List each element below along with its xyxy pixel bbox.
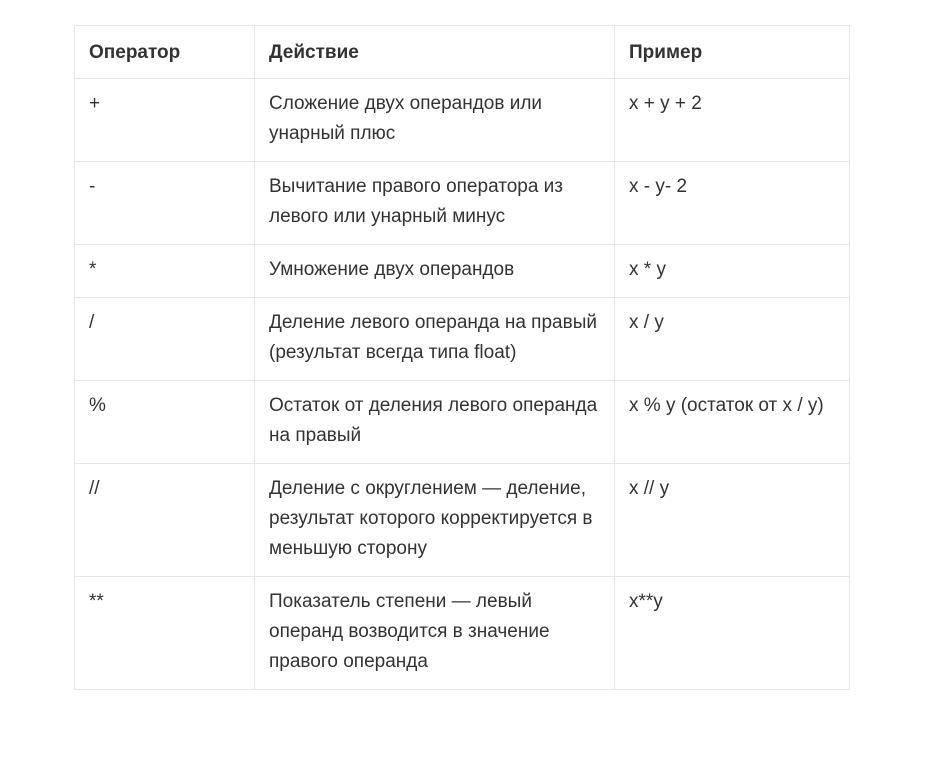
operators-table [74,25,850,690]
table-row [75,162,850,245]
operator-cell: / [75,298,255,381]
table-row [75,79,850,162]
operator-cell: * [75,245,255,298]
header-action: Действие [255,26,615,79]
action-cell: Показатель степени — левый операнд возводится в значение правого операнда [255,577,615,690]
action-cell: Сложение двух операндов или унарный плюс [255,79,615,162]
example-cell: x - y- 2 [615,162,850,245]
header-row [75,26,850,79]
example-cell: x + y + 2 [615,79,850,162]
table-row [75,245,850,298]
action-cell: Умножение двух операндов [255,245,615,298]
table-row [75,381,850,464]
operator-cell: - [75,162,255,245]
example-cell: x * y [615,245,850,298]
header-operator: Оператор [75,26,255,79]
operator-cell: ** [75,577,255,690]
table-row [75,464,850,577]
operator-cell: // [75,464,255,577]
action-cell: Остаток от деления левого операнда на правый [255,381,615,464]
action-cell: Деление левого операнда на правый (результат всегда типа float) [255,298,615,381]
cropped-text-fragment [318,0,332,4]
table-body [75,79,850,690]
table-row [75,298,850,381]
example-cell: x // y [615,464,850,577]
action-cell: Вычитание правого оператора из левого или унарный минус [255,162,615,245]
action-cell: Деление с округлением — деление, результат которого корректируется в меньшую сторону [255,464,615,577]
table-header [75,26,850,79]
example-cell: x % y (остаток от x / y) [615,381,850,464]
example-cell: x / y [615,298,850,381]
example-cell: x**y [615,577,850,690]
table-row [75,577,850,690]
operator-cell: % [75,381,255,464]
header-example: Пример [615,26,850,79]
operator-cell: + [75,79,255,162]
